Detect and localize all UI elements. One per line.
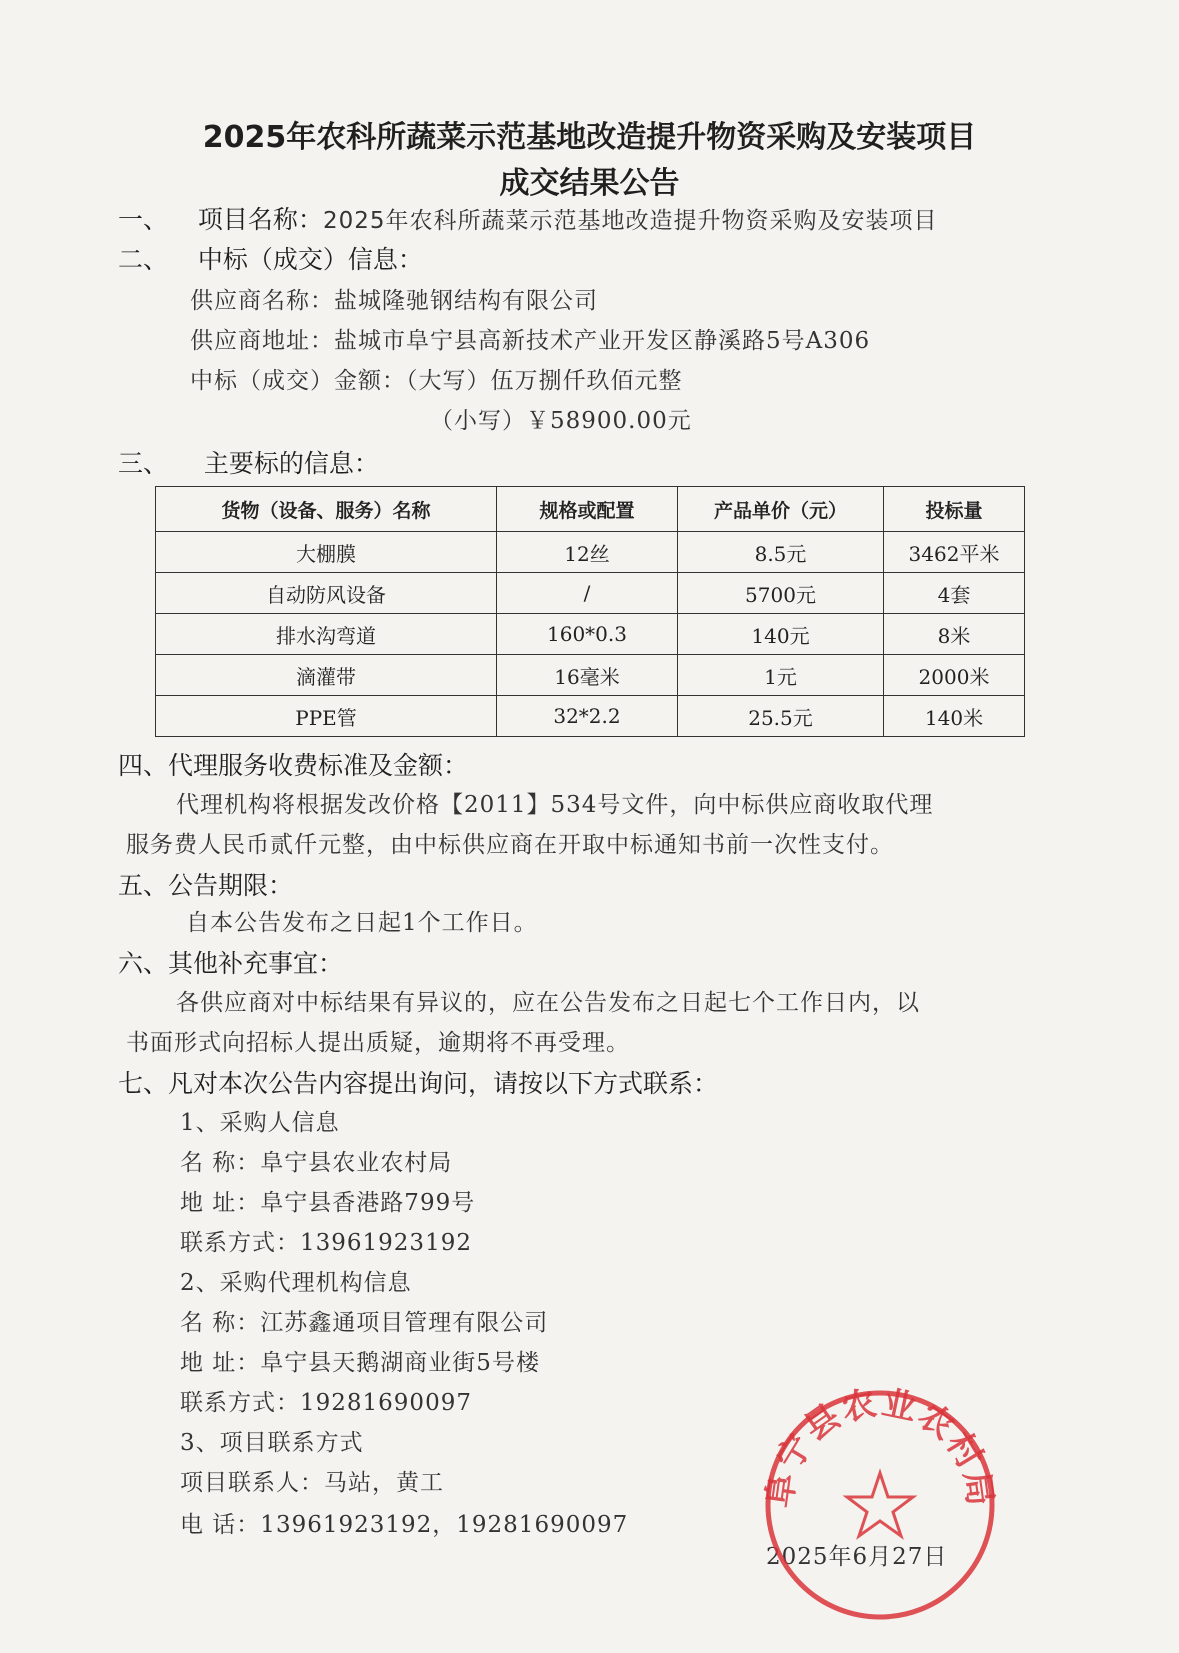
- cell-price: 25.5元: [678, 696, 884, 737]
- col-header-name: 货物（设备、服务）名称: [156, 487, 497, 532]
- bid-amount-lower: （小写）￥58900.00元: [430, 408, 692, 434]
- doc-title-line2: 成交结果公告: [499, 166, 680, 201]
- cell-qty: 140米: [884, 696, 1025, 737]
- table-row: [156, 573, 1025, 614]
- agent-name: 名 称：江苏鑫通项目管理有限公司: [180, 1310, 549, 1336]
- svg-text:阜宁县农业农村局: 阜宁县农业农村局: [760, 1385, 1000, 1511]
- section-6-label: 六、其他补充事宜：: [118, 949, 344, 978]
- col-header-spec: 规格或配置: [497, 487, 678, 532]
- buyer-name: 名 称：阜宁县农业农村局: [180, 1150, 453, 1176]
- cell-qty: 2000米: [884, 655, 1025, 696]
- section-2-num: 二、: [118, 245, 169, 274]
- project-contact-person: 项目联系人：马站，黄工: [180, 1470, 444, 1496]
- section-4-line1: 代理机构将根据发改价格【2011】534号文件，向中标供应商收取代理: [176, 792, 934, 818]
- cell-spec: 12丝: [497, 532, 678, 573]
- buyer-address: 地 址：阜宁县香港路799号: [180, 1190, 476, 1216]
- buyer-info-title: 1、采购人信息: [180, 1110, 340, 1136]
- cell-spec: 32*2.2: [497, 696, 678, 737]
- cell-price: 1元: [678, 655, 884, 696]
- cell-price: 8.5元: [678, 532, 884, 573]
- table-header-row: [156, 487, 1025, 532]
- agent-info-title: 2、采购代理机构信息: [180, 1270, 412, 1296]
- section-6-line1: 各供应商对中标结果有异议的，应在公告发布之日起七个工作日内，以: [176, 990, 920, 1016]
- table-row: [156, 614, 1025, 655]
- section-3-label: 主要标的信息：: [203, 449, 379, 478]
- col-header-price: 产品单价（元）: [678, 487, 884, 532]
- cell-qty: 8米: [884, 614, 1025, 655]
- section-1-label: 项目名称：: [197, 205, 323, 234]
- bid-items-table: [155, 486, 1025, 737]
- official-seal-stamp: [760, 1385, 1000, 1625]
- section-6-line2: 书面形式向招标人提出质疑，逾期将不再受理。: [126, 1030, 630, 1056]
- agent-phone: 联系方式：19281690097: [180, 1390, 472, 1416]
- cell-name: 自动防风设备: [156, 573, 497, 614]
- section-1: [118, 200, 937, 236]
- doc-title-line1: 2025年农科所蔬菜示范基地改造提升物资采购及安装项目: [202, 120, 977, 155]
- table-row: [156, 696, 1025, 737]
- table-row: [156, 655, 1025, 696]
- cell-name: 排水沟弯道: [156, 614, 497, 655]
- cell-price: 140元: [678, 614, 884, 655]
- cell-name: PPE管: [156, 696, 497, 737]
- section-5-line1: 自本公告发布之日起1个工作日。: [186, 910, 538, 936]
- project-contact-phone: 电 话：13961923192，19281690097: [180, 1512, 629, 1538]
- cell-spec: 16毫米: [497, 655, 678, 696]
- section-3-num: 三、: [118, 449, 169, 478]
- table-row: [156, 532, 1025, 573]
- section-2-label: 中标（成交）信息：: [197, 245, 423, 274]
- section-1-num: 一、: [118, 205, 169, 234]
- section-4-label: 四、代理服务收费标准及金额：: [118, 751, 469, 780]
- bid-amount-upper: 中标（成交）金额：（大写）伍万捌仟玖佰元整: [190, 368, 683, 394]
- cell-name: 大棚膜: [156, 532, 497, 573]
- supplier-name: 供应商名称：盐城隆驰钢结构有限公司: [190, 288, 598, 314]
- section-7-label: 七、凡对本次公告内容提出询问，请按以下方式联系：: [118, 1069, 719, 1098]
- supplier-address: 供应商地址：盐城市阜宁县高新技术产业开发区静溪路5号A306: [190, 328, 871, 354]
- section-5-label: 五、公告期限：: [118, 871, 294, 900]
- col-header-qty: 投标量: [884, 487, 1025, 532]
- seal-star-icon: [847, 1473, 913, 1536]
- cell-qty: 3462平米: [884, 532, 1025, 573]
- cell-spec: /: [497, 573, 678, 614]
- section-4-line2: 服务费人民币贰仟元整，由中标供应商在开取中标通知书前一次性支付。: [126, 832, 894, 858]
- issue-date: 2025年6月27日: [766, 1544, 948, 1570]
- cell-name: 滴灌带: [156, 655, 497, 696]
- project-contact-title: 3、项目联系方式: [180, 1430, 364, 1456]
- cell-price: 5700元: [678, 573, 884, 614]
- cell-spec: 160*0.3: [497, 614, 678, 655]
- cell-qty: 4套: [884, 573, 1025, 614]
- section-2: [118, 240, 423, 276]
- buyer-phone: 联系方式：13961923192: [180, 1230, 472, 1256]
- agent-address: 地 址：阜宁县天鹅湖商业街5号楼: [180, 1350, 540, 1376]
- project-name-value: 2025年农科所蔬菜示范基地改造提升物资采购及安装项目: [322, 208, 938, 234]
- section-3: [118, 444, 379, 480]
